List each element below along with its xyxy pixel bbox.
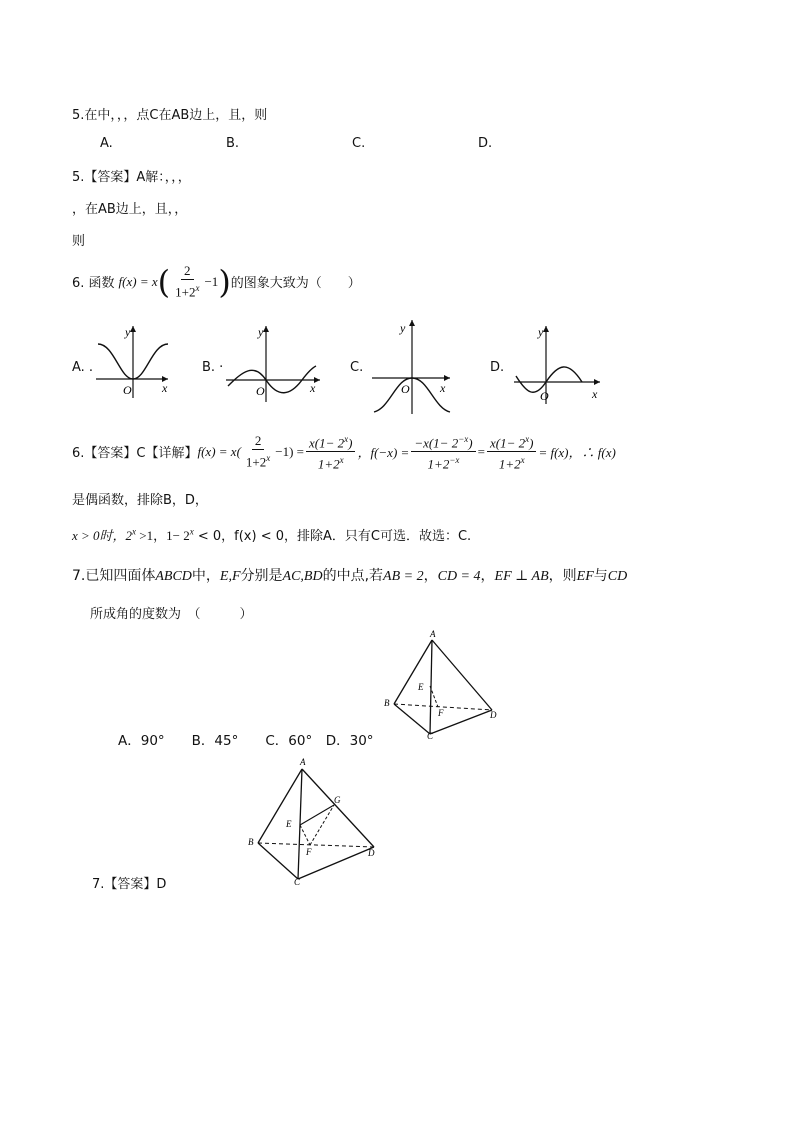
q6-graph-c-x: x bbox=[440, 381, 446, 395]
a6-equals: = bbox=[477, 443, 485, 459]
a6-eq1-left: f(x) = x( bbox=[197, 443, 241, 459]
q6-graph-d-x: x bbox=[592, 387, 598, 401]
q6-den-base: 1+2 bbox=[175, 284, 196, 300]
q6-graph-b-x: x bbox=[310, 381, 316, 395]
a6-frac3-den-base: 1+2 bbox=[427, 456, 450, 472]
q7-mid2: 分别是 bbox=[240, 568, 283, 584]
a6-frac2-num-base: x(1− 2 bbox=[309, 435, 345, 451]
fig2-label-a: A bbox=[300, 757, 306, 767]
a6-frac3 bbox=[411, 432, 475, 472]
fig1-label-f: F bbox=[438, 708, 444, 718]
fig2-label-g: G bbox=[334, 795, 341, 805]
fig1-label-b: B bbox=[384, 698, 390, 708]
fig2-label-b: B bbox=[248, 837, 254, 847]
q7-line2: 所成角的度数为 （ ） bbox=[90, 607, 253, 622]
q7-abcd: ABCD bbox=[155, 569, 192, 584]
fig2-label-c: C bbox=[294, 877, 301, 887]
q6-graph-d bbox=[510, 322, 606, 408]
a6-lead: 6.【答案】C【详解】 bbox=[72, 446, 198, 462]
q5-option-c: C. bbox=[352, 136, 366, 151]
q6-option-c: C. bbox=[350, 360, 364, 375]
a6-eq1-right: −1) = bbox=[275, 443, 304, 459]
q7-ef2: EF bbox=[576, 569, 594, 584]
q5-option-d: D. bbox=[478, 136, 493, 151]
q7-mid: 中， bbox=[191, 568, 220, 584]
q6-graph-b-curve bbox=[228, 366, 316, 393]
q6-graph-a bbox=[92, 322, 172, 400]
q6-graph-c bbox=[370, 316, 456, 416]
fig2-label-e: E bbox=[286, 819, 292, 829]
a6-mid: ，f(−x) = bbox=[357, 445, 410, 461]
q6-option-b: B. · bbox=[202, 360, 224, 375]
q6-tail: −1 bbox=[204, 273, 219, 289]
a6-frac2-num bbox=[306, 432, 355, 452]
q6-graph-a-o: O bbox=[123, 383, 132, 397]
a5-line1: 5.【答案】A解：，，， bbox=[72, 170, 191, 185]
a6-line3 bbox=[72, 525, 471, 544]
a5-line3: 则 bbox=[72, 234, 86, 249]
a6-frac1-den-exp: x bbox=[266, 453, 271, 464]
a6-frac3-num-tail: ) bbox=[468, 435, 473, 451]
a6-line3-a-exp: x bbox=[132, 526, 137, 537]
q6-fraction-num: 2 bbox=[181, 264, 194, 280]
q7-tetrahedron-figure bbox=[380, 628, 500, 740]
q7-with: 与 bbox=[593, 568, 608, 584]
a6-frac3-num bbox=[411, 432, 475, 452]
a6-frac4-num-tail: ) bbox=[529, 435, 534, 451]
a6-end: = f(x)，∴ f(x) bbox=[538, 445, 616, 461]
fig2-label-d: D bbox=[368, 848, 375, 858]
q7-sep: ， bbox=[423, 568, 438, 584]
a6-frac1 bbox=[243, 434, 273, 469]
q5-option-a: A. bbox=[100, 136, 113, 151]
q6-graph-d-o: O bbox=[540, 389, 549, 403]
a5-line2: ，在AB边上，且，， bbox=[72, 202, 188, 217]
a6-frac2-den bbox=[315, 452, 347, 471]
a6-frac2-num-tail: ) bbox=[348, 435, 353, 451]
q6-den-exp: x bbox=[195, 283, 200, 293]
a6-frac4-den-base: 1+2 bbox=[498, 456, 521, 472]
a7-answer: 7.【答案】D bbox=[92, 877, 167, 892]
q7-mid3: 的中点,若 bbox=[322, 568, 384, 584]
q7-ef: E,F bbox=[219, 569, 241, 584]
q6-left-paren: ( bbox=[157, 262, 171, 301]
q6-fx: f(x) = x bbox=[118, 273, 158, 289]
q7-acbd: AC,BD bbox=[282, 569, 323, 584]
fig1-label-e: E bbox=[418, 682, 424, 692]
fig2-label-f: F bbox=[306, 847, 312, 857]
q6-graph-d-y: y bbox=[538, 325, 544, 339]
a6-line2: 是偶函数，排除B，D， bbox=[72, 493, 208, 508]
q6-option-a: A. . bbox=[72, 360, 94, 375]
fig1-label-d: D bbox=[490, 710, 497, 720]
a6-frac3-num-exp: −x bbox=[458, 434, 469, 444]
a6-frac1-den bbox=[243, 450, 273, 469]
q6-graph-c-y: y bbox=[400, 321, 406, 335]
q6-graph-d-curve bbox=[516, 367, 582, 392]
a6-line3-b: >1，1− 2 bbox=[136, 528, 190, 543]
a6-frac4-num-base: x(1− 2 bbox=[489, 435, 526, 451]
q6-prefix: 6. 函数 bbox=[72, 276, 115, 292]
q7-options: A．90° B．45° C．60° D．30° bbox=[118, 733, 374, 749]
a6-frac3-den bbox=[425, 452, 463, 471]
fig1-label-a: A bbox=[430, 629, 436, 639]
q6-right-paren: ) bbox=[218, 262, 231, 301]
a6-frac4 bbox=[487, 432, 536, 472]
q6-graph-b bbox=[224, 322, 324, 404]
a6-line3-b-exp: x bbox=[189, 526, 194, 537]
a6-frac1-num: 2 bbox=[252, 434, 265, 450]
a6-frac4-den-exp: x bbox=[520, 455, 525, 466]
q6-graph-a-y: y bbox=[125, 325, 131, 339]
q6-graph-a-x: x bbox=[162, 381, 168, 395]
q7-pre: 7.已知四面体 bbox=[72, 568, 156, 584]
q7-perp: EF ⊥ AB bbox=[494, 569, 549, 584]
q6-graph-c-o: O bbox=[401, 382, 410, 396]
a6-frac3-den-exp: −x bbox=[449, 455, 460, 466]
q6-fraction bbox=[172, 264, 202, 299]
q6-graph-b-o: O bbox=[256, 384, 265, 398]
fig1-label-c: C bbox=[427, 731, 434, 741]
a6-frac2-den-base: 1+2 bbox=[317, 456, 340, 472]
a6-frac4-num-exp: x bbox=[525, 434, 530, 444]
q6-option-d: D. bbox=[490, 360, 505, 375]
q7-ab: AB = 2 bbox=[383, 569, 424, 584]
q7-line1 bbox=[72, 565, 627, 585]
a6-frac3-num-base: −x(1− 2 bbox=[414, 435, 459, 451]
q5-stem: 5.在中，，，点C在AB边上，且，则 bbox=[72, 108, 268, 123]
q6-suffix: 的图象大致为（ ） bbox=[230, 276, 361, 292]
a6-frac4-num bbox=[487, 432, 536, 452]
q6-graph-b-y: y bbox=[258, 325, 264, 339]
a6-frac4-den bbox=[496, 452, 528, 471]
q7-mid4: ，则 bbox=[548, 568, 577, 584]
a6-frac2-num-exp: x bbox=[344, 434, 349, 444]
a6-line3-c: < 0，f(x) < 0，排除A．只有C可选．故选：C. bbox=[193, 529, 472, 544]
a6-frac1-den-base: 1+2 bbox=[245, 454, 267, 470]
q7-solution-figure bbox=[244, 755, 384, 885]
q7-cd2: CD bbox=[607, 569, 628, 584]
q6-fraction-den bbox=[172, 280, 202, 299]
a6-frac2-den-exp: x bbox=[339, 455, 344, 466]
q7-cd: CD = 4 bbox=[437, 569, 481, 584]
a6-frac2 bbox=[306, 432, 355, 472]
q5-option-b: B. bbox=[226, 136, 240, 151]
a6-line1 bbox=[72, 432, 616, 472]
q7-sep2: ， bbox=[480, 568, 495, 584]
q6-stem bbox=[72, 264, 361, 299]
a6-line3-a: x > 0时，2 bbox=[72, 528, 133, 543]
